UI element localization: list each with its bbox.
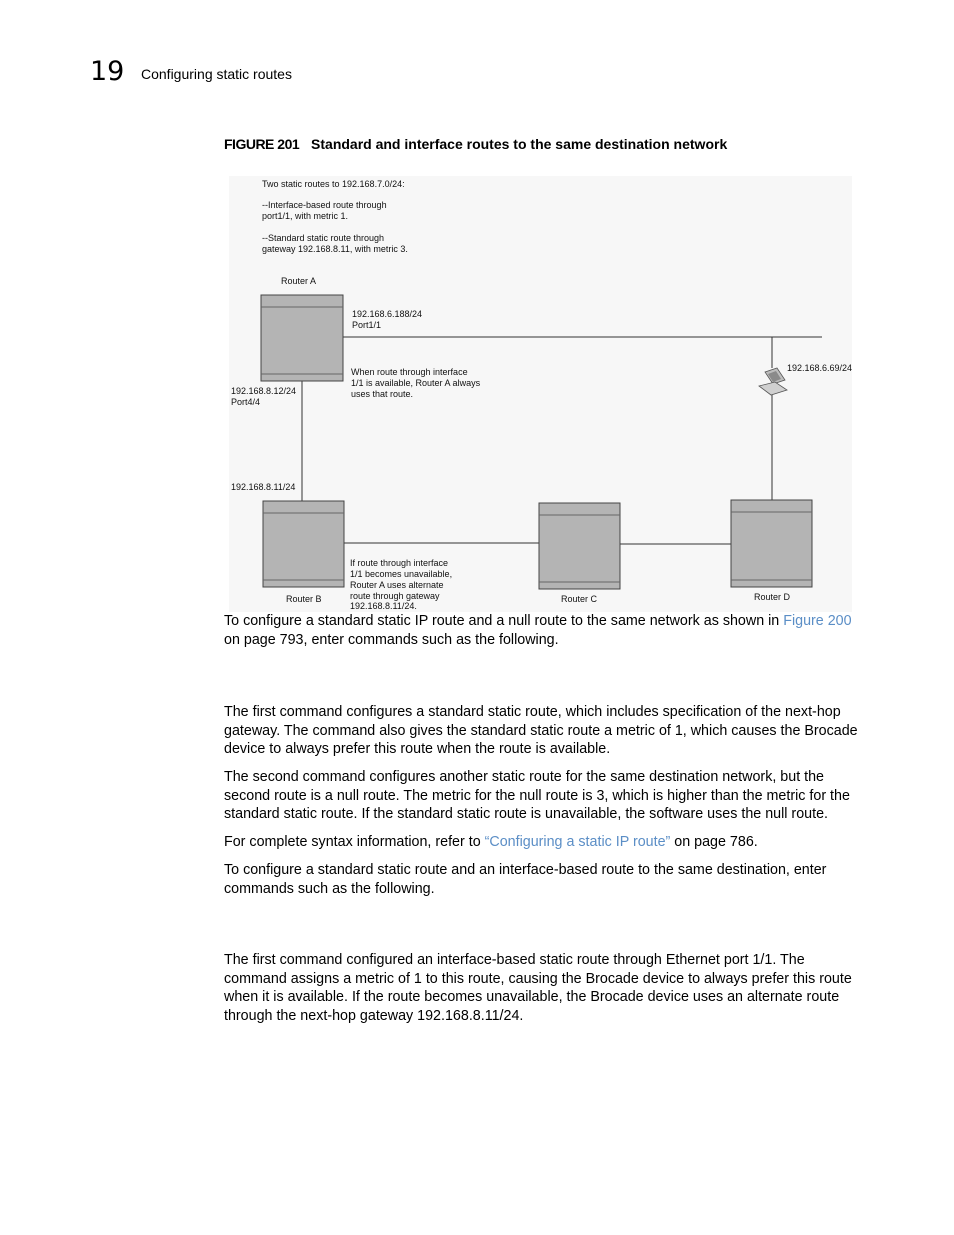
note-unavailable-line5: 192.168.8.11/24.: [350, 601, 417, 611]
note-route1-line2: port1/1, with metric 1.: [262, 211, 349, 221]
figure-caption: [224, 136, 727, 152]
note-route1-line1: --Interface-based route through: [262, 200, 387, 210]
figure-title: Standard and interface routes to the same destination network: [311, 136, 728, 152]
note-available-line2: 1/1 is available, Router A always: [351, 378, 481, 388]
router-d: [731, 500, 812, 587]
router-d-label: Router D: [754, 592, 791, 602]
router-c: [539, 503, 620, 589]
para4-text-after: on page 786.: [670, 834, 758, 850]
note-unavailable-line2: 1/1 becomes unavailable,: [350, 569, 453, 579]
host-ip: 192.168.6.69/24: [787, 363, 852, 373]
paragraph-interface-route-intro: [224, 861, 869, 898]
port4-name: Port4/4: [231, 397, 261, 407]
para3-text: The second command configures another static route for the same destination network, but the second route is a null route. The metric for the null route is 3, which is higher than the metric for the standard static route. If the standard static route is unavailable, the software uses the null route.: [224, 769, 850, 823]
router-c-label: Router C: [561, 594, 598, 604]
network-diagram-svg: [229, 176, 852, 612]
router-a: [261, 295, 343, 381]
para6-text: The first command configured an interface-based static route through Ethernet port 1/1. The command assigns a metric of 1 to this route, causing the Brocade device to always prefer this route when it is available. If the route becomes unavailable, the Brocade device uses an alternate route through the next-hop gateway 192.168.8.11/24.: [224, 952, 852, 1024]
router-b-label: Router B: [286, 594, 322, 604]
note-unavailable-line3: Router A uses alternate: [350, 580, 444, 590]
paragraph-intro: [224, 612, 869, 649]
chapter-title: Configuring static routes: [141, 66, 292, 82]
note-unavailable-line4: route through gateway: [350, 591, 440, 601]
router-a-label: Router A: [281, 276, 317, 286]
para5-text: To configure a standard static route and an interface-based route to the same destination, enter commands such as the following.: [224, 862, 827, 897]
note-intro: Two static routes to 192.168.7.0/24:: [262, 179, 405, 189]
para1-text-before: To configure a standard static IP route and a null route to the same network as shown in: [224, 613, 784, 629]
router-b: [263, 501, 344, 587]
configuring-static-ip-route-link[interactable]: “Configuring a static IP route”: [484, 834, 671, 850]
paragraph-syntax-reference: [224, 833, 869, 852]
port1-ip: 192.168.6.188/24: [352, 309, 423, 319]
paragraph-interface-route-explained: [224, 951, 869, 1025]
figure-label: FIGURE 201: [224, 136, 300, 152]
note-available-line3: uses that route.: [351, 389, 414, 399]
figure-200-link[interactable]: Figure 200: [783, 613, 852, 629]
note-unavailable-line1: If route through interface: [350, 558, 449, 568]
para1-text-after: on page 793, enter commands such as the following.: [224, 631, 559, 648]
note-route2-line1: --Standard static route through: [262, 233, 385, 243]
network-diagram: [229, 176, 852, 612]
port1-name: Port1/1: [352, 320, 382, 330]
paragraph-second-command: [224, 768, 869, 824]
port4-ip: 192.168.8.12/24: [231, 386, 297, 396]
note-route2-line2: gateway 192.168.8.11, with metric 3.: [262, 244, 408, 254]
para4-text-before: For complete syntax information, refer to: [224, 834, 485, 850]
para2-text: The first command configures a standard static route, which includes specification of the next-hop gateway. The command also gives the standard static route a metric of 1, which causes the Brocade device to always prefer this route when the route is available.: [224, 704, 858, 758]
paragraph-first-command: [224, 703, 869, 759]
note-available-line1: When route through interface: [351, 367, 468, 377]
chapter-number: 19: [90, 56, 125, 87]
gateway-ip: 192.168.8.11/24: [231, 482, 296, 492]
